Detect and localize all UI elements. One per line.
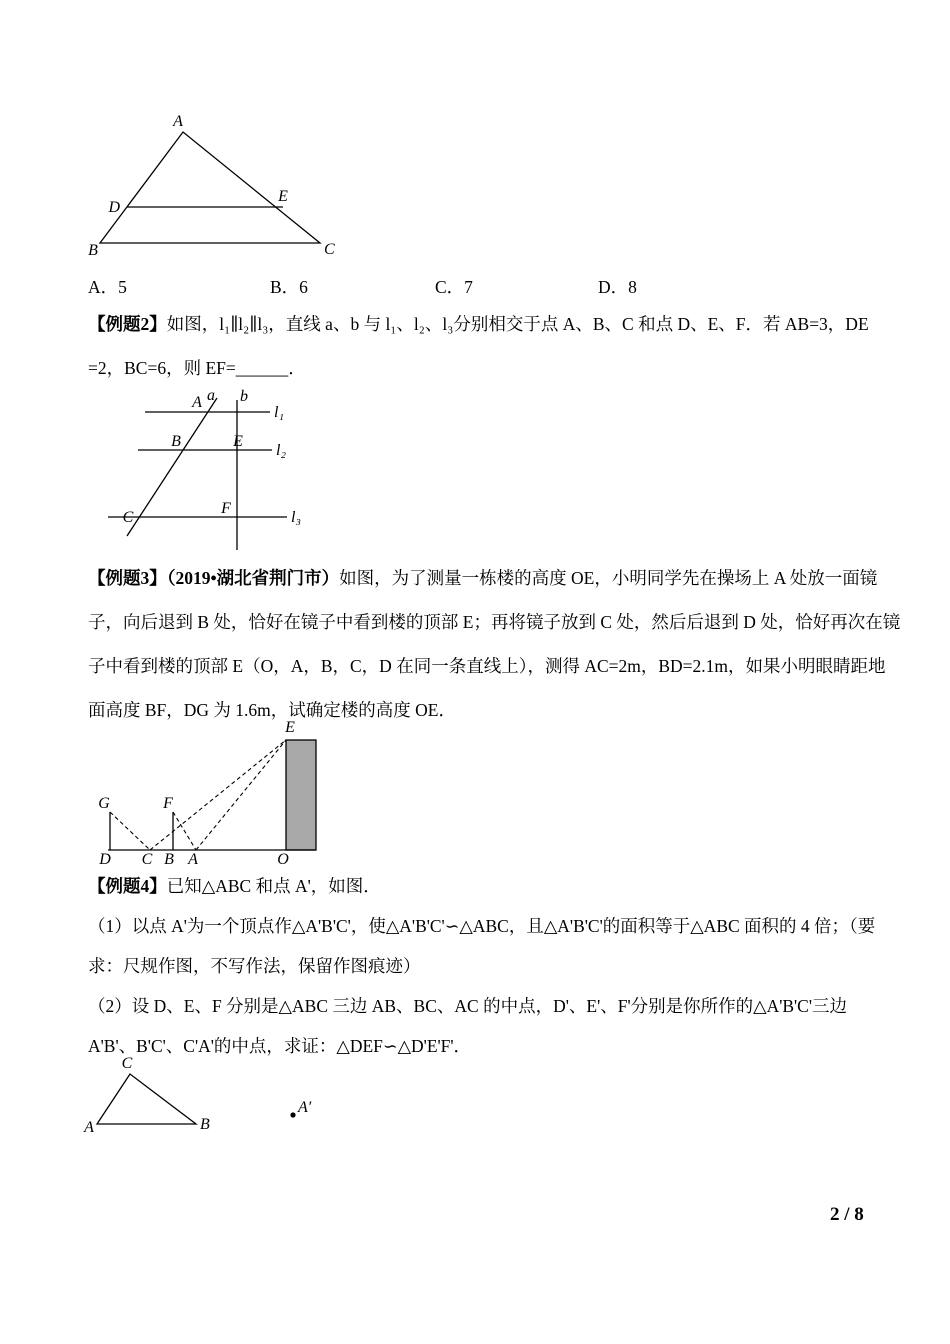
point-label-a: A — [192, 394, 202, 411]
option-b: B．6 — [270, 277, 308, 297]
point-label-c: C — [121, 1055, 133, 1072]
example4-line-1 — [88, 866, 878, 906]
point-label-a: A — [84, 1119, 94, 1136]
example3-paragraph — [88, 556, 901, 732]
building-rect — [286, 740, 316, 850]
example4-heading: 【例题4】 — [88, 876, 167, 896]
point-label-a: A — [173, 113, 183, 130]
line-label-l1: l₁ — [274, 404, 285, 421]
point-label-d: D — [108, 199, 120, 216]
sightline-f-a — [173, 812, 196, 850]
line-label-l2: l₂ — [276, 442, 287, 459]
line-label-l3: l₃ — [291, 509, 302, 526]
answer-options-row — [0, 274, 950, 300]
example2-heading: 【例题2】 — [88, 314, 167, 334]
point-label-c: C — [122, 509, 134, 526]
example3-line-2: 子，向后退到 B 处，恰好在镜子中看到楼的顶部 E；再将镜子放到 C 处，然后后退到 D 处，恰好再次在镜 — [88, 612, 901, 632]
parallel-lines-figure — [100, 388, 305, 556]
point-label-g: G — [98, 795, 110, 812]
point-label-d: D — [99, 851, 111, 868]
point-a-prime-dot — [290, 1112, 295, 1117]
example2-line-2: =2，BC=6，则 EF=______． — [88, 358, 306, 378]
option-d: D．8 — [598, 277, 637, 297]
point-label-b: B — [164, 851, 174, 868]
example4-line-3: 求：尺规作图，不写作法，保留作图痕迹） — [88, 956, 421, 976]
point-label-e: E — [285, 719, 295, 736]
example3-line-4: 面高度 BF，DG 为 1.6m，试确定楼的高度 OE． — [88, 700, 456, 720]
point-label-c: C — [324, 241, 335, 258]
point-label-e: E — [233, 433, 243, 450]
point-label-f: F — [163, 795, 173, 812]
page-number-separator: / — [839, 1204, 855, 1225]
example4-paragraph — [88, 866, 878, 1066]
example4-line-4: （2）设 D、E、F 分别是△ABC 三边 AB、BC、AC 的中点，D'、E'、F'分别是你所作的△A'B'C'三边 — [88, 996, 848, 1016]
point-label-o: O — [277, 851, 289, 868]
page-number — [830, 1204, 864, 1226]
example2-line-1 — [88, 302, 878, 346]
triangle-abc-outline — [97, 1074, 196, 1124]
point-label-a-prime: A′ — [298, 1099, 312, 1116]
triangle-and-point-figure — [84, 1055, 315, 1136]
option-c: C．7 — [435, 277, 473, 297]
example4-line-5: A'B'、B'C'、C'A'的中点，求证：△DEF∽△D'E'F'． — [88, 1036, 472, 1056]
point-label-e: E — [278, 188, 288, 205]
point-label-f: F — [221, 500, 231, 517]
example3-line-3: 子中看到楼的顶部 E（O，A，B，C，D 在同一条直线上），测得 AC=2m，BD=2.1m，如果小明眼睛距地 — [88, 656, 886, 676]
point-label-c: C — [141, 851, 153, 868]
mirror-building-figure — [90, 714, 325, 866]
triangle-midline-figure — [80, 112, 350, 264]
point-label-b: B — [200, 1116, 210, 1133]
sightline-a-e — [196, 740, 286, 850]
example3-text-1: 如图，为了测量一栋楼的高度 OE，小明同学先在操场上 A 处放一面镜 — [339, 568, 878, 588]
example3-line-1 — [88, 556, 878, 600]
sightline-g-c — [110, 812, 150, 850]
point-label-b: B — [171, 433, 181, 450]
example2-paragraph — [88, 302, 878, 390]
example2-text-1: 如图，l₁∥l₂∥l₃，直线 a、b 与 l₁、l₂、l₃分别相交于点 A、B、C 和点 D、E、F．若 AB=3，DE — [166, 314, 869, 334]
example4-line-2: （1）以点 A'为一个顶点作△A'B'C'，使△A'B'C'∽△ABC，且△A'B'C'的面积等于△ABC 面积的 4 倍；（要 — [88, 916, 876, 936]
point-label-a: A — [188, 851, 198, 868]
page-number-current: 2 — [830, 1204, 840, 1225]
example4-text-1: 已知△ABC 和点 A'，如图． — [166, 876, 381, 896]
page-number-total: 8 — [854, 1204, 864, 1225]
example3-heading: 【例题3】（2019•湖北省荆门市） — [88, 568, 340, 588]
line-a — [127, 398, 217, 536]
line-label-a: a — [207, 387, 215, 404]
point-label-b: B — [88, 242, 98, 259]
line-label-b: b — [240, 388, 248, 405]
option-a: A．5 — [88, 277, 127, 297]
